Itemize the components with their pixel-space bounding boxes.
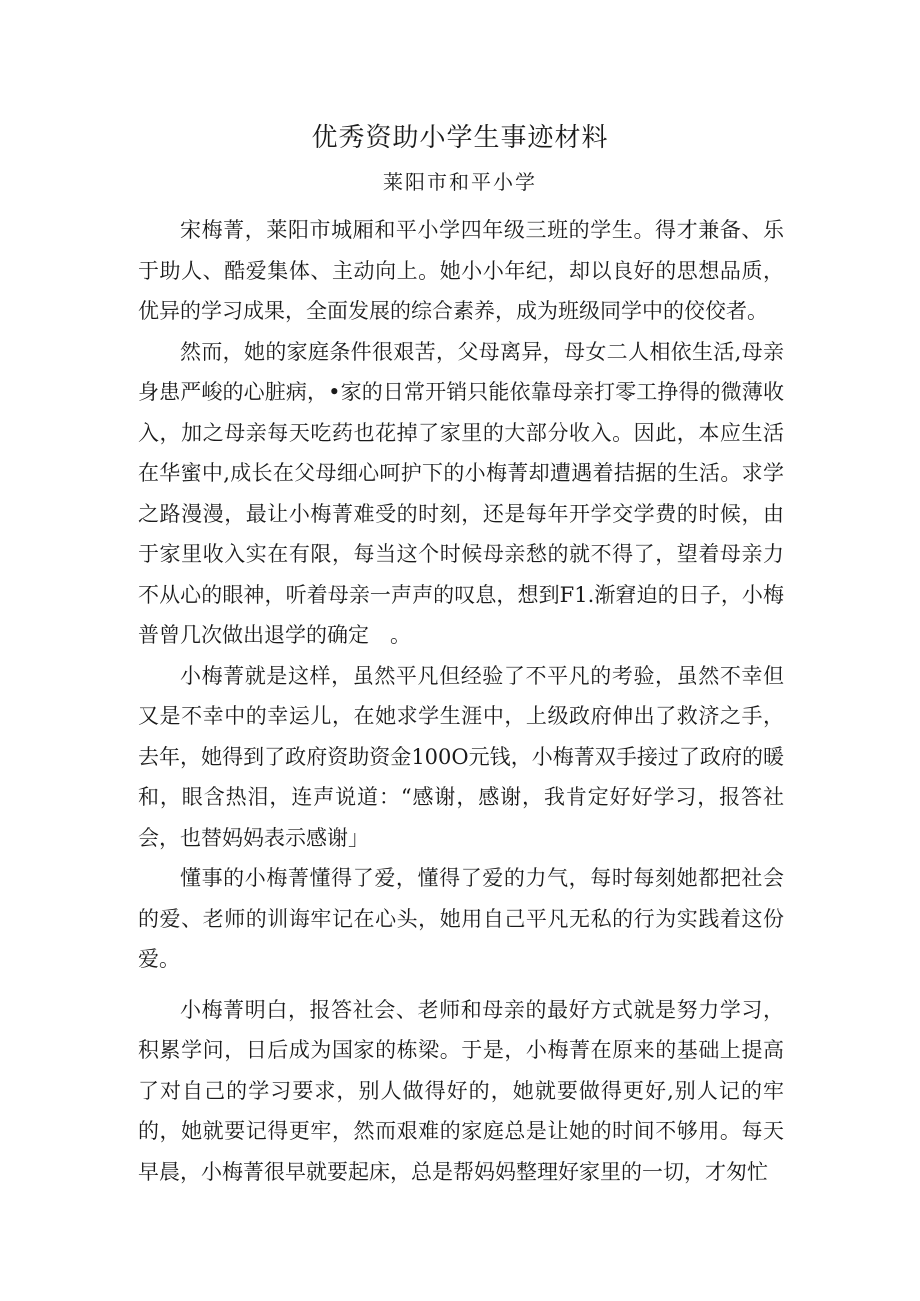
paragraph: 小梅菁明白，报答社会、老师和母亲的最好方式就是努力学习，积累学问，日后成为国家的栋梁。于是，小梅菁在原来的基础上提高了对自己的学习要求，别人做得好的，她就要做得更好,别人记的牢的，她就要记得更牢，然而艰难的家庭总是让她的时间不够用。每天早晨，小梅菁很早就要起床，总是帮妈妈整理好家里的一切，才匆忙 (138, 997, 784, 1184)
paragraph: 然而，她的家庭条件很艰苦，父母离异，母女二人相依生活,母亲身患严峻的心脏病，•家的日常开销只能依靠母亲打零工挣得的微薄收入，加之母亲每天吃药也花掉了家里的大部分收入。因此，本应生活在华蜜中,成长在父母细心呵护下的小梅菁却遭遇着拮据的生活。求学之路漫漫，最让小梅菁难受的时刻，还是每年开学交学费的时候，由于家里收入实在有限，每当这个时候母亲愁的就不得了，望着母亲力不从心的眼神，听着母亲一声声的叹息，想到F1.渐窘迫的日子，小梅普曾几次做出退学的确定 。 (138, 339, 784, 647)
paragraph: 宋梅菁，莱阳市城厢和平小学四年级三班的学生。得才兼备、乐于助人、酷爱集体、主动向上。她小小年纪，却以良好的思想品质，优异的学习成果，全面发展的综合素养，成为班级同学中的佼佼者。 (138, 218, 784, 323)
document-title: 优秀资助小学生事迹材料 (311, 123, 609, 153)
paragraph: 懂事的小梅菁懂得了爱，懂得了爱的力气，每时每刻她都把社会的爱、老师的训诲牢记在心头，她用自己平凡无私的行为实践着这份爱。 (138, 866, 784, 971)
paragraph: 小梅菁就是这样，虽然平凡但经验了不平凡的考验，虽然不幸但又是不幸中的幸运儿，在她求学生涯中，上级政府伸出了救济之手，去年，她得到了政府资助资金100O元钱，小梅菁双手接过了政府的暖和，眼含热泪，连声说道：“感谢，感谢，我肯定好好学习，报答社会，也替妈妈表示感谢」 (138, 663, 784, 850)
document-body (138, 210, 784, 1192)
document-author: 莱阳市和平小学 (383, 170, 537, 194)
